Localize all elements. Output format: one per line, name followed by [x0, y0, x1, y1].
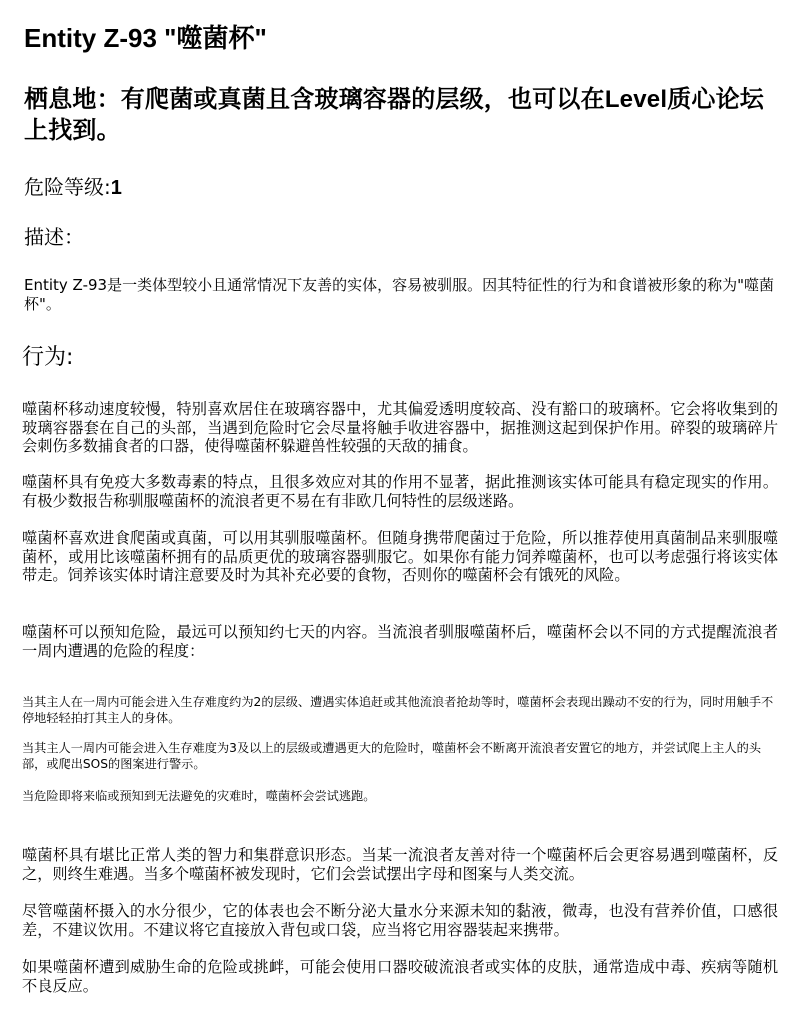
habitat-text-end: 质心论坛上找到。 — [24, 85, 764, 144]
behavior-paragraph: 噬菌杯喜欢进食爬菌或真菌，可以用其驯服噬菌杯。但随身携带爬菌过于危险，所以推荐使用真菌制品来驯服噬菌杯，或用比该噬菌杯拥有的品质更优的玻璃容器驯服它。如果你有能力饲养噬菌杯，也可以考虑强行将该实体带走。饲养该实体时请注意要及时为其补充必要的食物，否则你的噬菌杯会有饿死的风险。 — [22, 529, 778, 584]
behavior-heading: 行为: — [22, 345, 74, 370]
behavior-paragraph: 噬菌杯具有免疫大多数毒素的特点，且很多效应对其的作用不显著，据此推测该实体可能具有稳定现实的作用。有极少数报告称驯服噬菌杯的流浪者更不易在有非欧几何特性的层级迷路。 — [22, 473, 778, 510]
habitat-text: 栖息地：有爬菌或真菌且含玻璃容器的层级，也可以在 — [24, 85, 605, 113]
behavior-paragraph: 尽管噬菌杯摄入的水分很少，它的体表也会不断分泌大量水分来源未知的黏液，微毒，也没有营养价值，口感很差，不建议饮用。不建议将它直接放入背包或口袋，应当将它用容器装起来携带。 — [22, 902, 778, 939]
behavior-paragraph: 噬菌杯移动速度较慢，特别喜欢居住在玻璃容器中，尤其偏爱透明度较高、没有豁口的玻璃杯。它会将收集到的玻璃容器套在自己的头部，当遇到危险时它会尽量将触手收进容器中，据推测这起到保护作用。碎裂的玻璃碎片会刺伤多数捕食者的口器，使得噬菌杯躲避兽性较强的天敌的捕食。 — [22, 400, 778, 455]
behavior-paragraph: 如果噬菌杯遭到威胁生命的危险或挑衅，可能会使用口器咬破流浪者或实体的皮肤，通常造成中毒、疾病等随机不良反应。 — [22, 958, 778, 995]
danger-label: 危险等级: — [24, 175, 111, 199]
warning-level-item: 当危险即将来临或预知到无法避免的灾难时，噬菌杯会尝试逃跑。 — [22, 789, 376, 803]
warning-level-item: 当其主人一周内可能会进入生存难度为3及以上的层级或遭遇更大的危险时，噬菌杯会不断离开流浪者安置它的地方，并尝试爬上主人的头部，或爬出SOS的图案进行警示。 — [22, 741, 762, 771]
page-title: Entity Z-93 "噬菌杯" — [24, 23, 267, 53]
warning-level-item: 当其主人在一周内可能会进入生存难度约为2的层级、遭遇实体追赶或其他流浪者抢劫等时，噬菌杯会表现出躁动不安的行为，同时用触手不停地轻轻拍打其主人的身体。 — [22, 695, 774, 725]
habitat-level-word: Level — [604, 86, 668, 113]
description-text: Entity Z-93是一类体型较小且通常情况下友善的实体，容易被驯服。因其特征性的行为和食谱被形象的称为"噬菌杯"。 — [24, 276, 774, 313]
behavior-paragraph: 噬菌杯可以预知危险，最远可以预知约七天的内容。当流浪者驯服噬菌杯后，噬菌杯会以不同的方式提醒流浪者一周内遭遇的危险的程度： — [22, 623, 778, 660]
danger-value: 1 — [110, 177, 122, 199]
habitat-heading — [24, 84, 784, 145]
description-heading: 描述： — [24, 225, 84, 249]
behavior-paragraph: 噬菌杯具有堪比正常人类的智力和集群意识形态。当某一流浪者友善对待一个噬菌杯后会更容易遇到噬菌杯，反之，则终生难遇。当多个噬菌杯被发现时，它们会尝试摆出字母和图案与人类交流。 — [22, 846, 778, 883]
danger-level — [24, 174, 122, 201]
